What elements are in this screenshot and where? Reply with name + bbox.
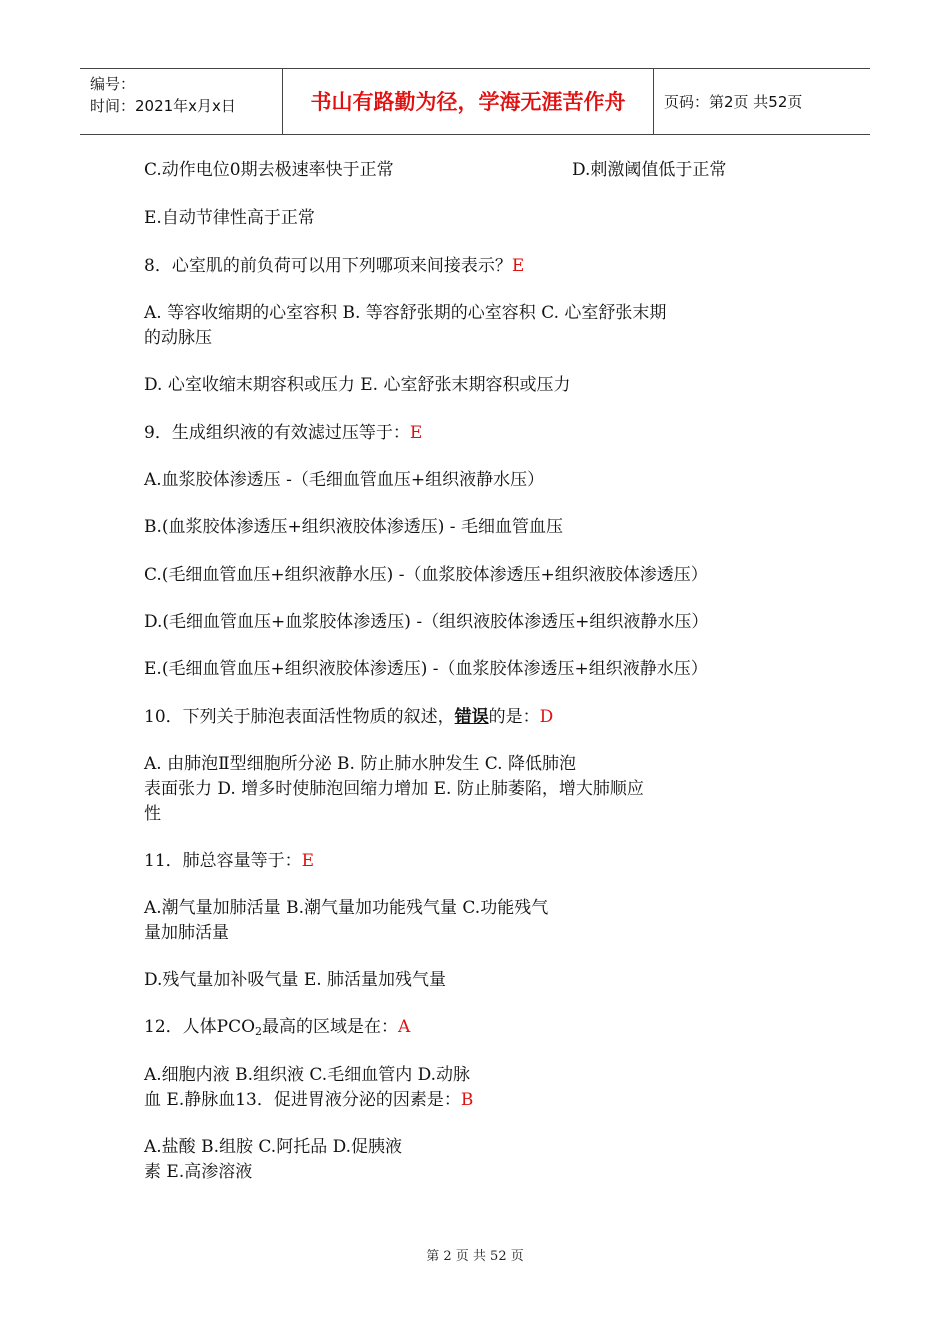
answer-9: E bbox=[409, 423, 423, 443]
answer-13: B bbox=[460, 1090, 474, 1110]
q8-options-3: D. 心室收缩末期容积或压力 E. 心室舒张末期容积或压力 bbox=[144, 375, 571, 395]
answer-10: D bbox=[539, 707, 554, 727]
q11-options-2: 量加肺活量 bbox=[144, 923, 229, 943]
id-label: 编号： bbox=[90, 75, 136, 93]
q13-options-1: A.盐酸 B.组胺 C.阿托品 D.促胰液 bbox=[144, 1137, 403, 1157]
answer-11: E bbox=[301, 851, 315, 871]
answer-8: E bbox=[511, 256, 525, 276]
page-header bbox=[80, 68, 870, 135]
q9-option-a: A.血浆胶体渗透压 -（毛细血管血压+组织液静水压） bbox=[144, 470, 545, 490]
q8-options-2: 的动脉压 bbox=[144, 328, 212, 348]
line-7c: C.动作电位0期去极速率快于正常 D.刺激阈值低于正常 bbox=[144, 160, 727, 180]
q9-option-b: B.(血浆胶体渗透压+组织液胶体渗透压) - 毛细血管血压 bbox=[144, 517, 563, 537]
header-meta bbox=[80, 69, 283, 134]
page-number-label: 页码：第2页 共52页 bbox=[664, 93, 803, 111]
q9-option-d: D.(毛细血管血压+血浆胶体渗透压) -（组织液胶体渗透压+组织液静水压） bbox=[144, 612, 709, 632]
q11-options-1: A.潮气量加肺活量 B.潮气量加功能残气量 C.功能残气 bbox=[144, 898, 549, 918]
q9-option-c: C.(毛细血管血压+组织液静水压) -（血浆胶体渗透压+组织液胶体渗透压） bbox=[144, 565, 708, 585]
q13-options-2: 素 E.高渗溶液 bbox=[144, 1162, 253, 1182]
q10-options-1: A. 由肺泡Ⅱ型细胞所分泌 B. 防止肺水肿发生 C. 降低肺泡 bbox=[144, 754, 576, 774]
question-9: 9．生成组织液的有效滤过压等于：E bbox=[144, 423, 423, 443]
question-10: 10．下列关于肺泡表面活性物质的叙述，错误的是：D bbox=[144, 707, 554, 727]
question-12: 12．人体$PCO_2$最高的区域是在：A bbox=[144, 1017, 411, 1038]
q9-option-e: E.(毛细血管血压+组织液胶体渗透压) -（血浆胶体渗透压+组织液静水压） bbox=[144, 659, 708, 679]
q11-options-3: D.残气量加补吸气量 E. 肺活量加残气量 bbox=[144, 970, 447, 990]
date-label: 时间：2021年x月x日 bbox=[90, 97, 236, 115]
motto: 书山有路勤为径，学海无涯苦作舟 bbox=[283, 69, 654, 134]
q8-options-1: A. 等容收缩期的心室容积 B. 等容舒张期的心室容积 C. 心室舒张末期 bbox=[144, 303, 667, 323]
question-11: 11．肺总容量等于：E bbox=[144, 851, 315, 871]
answer-12: A bbox=[398, 1017, 411, 1037]
page-footer: 第 2 页 共 52 页 bbox=[426, 1249, 524, 1264]
question-8: 8．心室肌的前负荷可以用下列哪项来间接表示？E bbox=[144, 256, 525, 276]
emphasis-wrong: 错误 bbox=[454, 707, 489, 727]
line-7e: E.自动节律性高于正常 bbox=[144, 208, 315, 228]
q12-options-2: 血 E.静脉血13．促进胃液分泌的因素是：B bbox=[144, 1090, 474, 1110]
q10-options-2: 表面张力 D. 增多时使肺泡回缩力增加 E. 防止肺萎陷，增大肺顺应 bbox=[144, 779, 644, 799]
q12-options-1: A.细胞内液 B.组织液 C.毛细血管内 D.动脉 bbox=[144, 1065, 471, 1085]
q10-options-3: 性 bbox=[144, 804, 161, 824]
